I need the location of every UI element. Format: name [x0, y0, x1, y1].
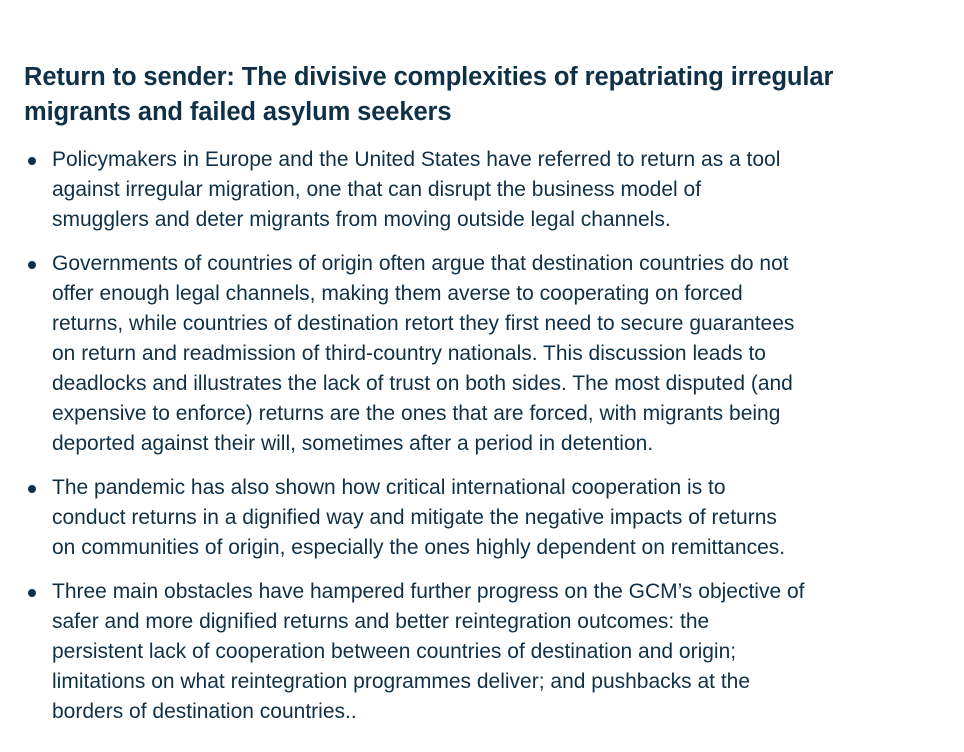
bullet-text-line: against irregular migration, one that can disrupt the business model of: [52, 178, 702, 201]
bullet-text-line: Policymakers in Europe and the United States have referred to return as a tool: [52, 148, 781, 171]
title-line: migrants and failed asylum seekers: [24, 98, 452, 126]
bullet-text-line: safer and more dignified returns and better reintegration outcomes: the: [52, 610, 710, 633]
bullet-text-line: deadlocks and illustrates the lack of trust on both sides. The most disputed (and: [52, 372, 793, 395]
bullet-text-line: deported against their will, sometimes after a period in detention.: [52, 432, 654, 455]
bullet-item: [24, 577, 805, 727]
document-title: [24, 60, 833, 130]
bullet-item: [24, 473, 805, 563]
bullet-text-line: The pandemic has also shown how critical international cooperation is to: [52, 476, 726, 499]
bullet-dot-icon: [28, 261, 36, 269]
bullet-item: [24, 145, 805, 235]
bullet-list: [24, 145, 805, 741]
bullet-text-line: on return and readmission of third-country nationals. This discussion leads to: [52, 342, 766, 365]
title-line: Return to sender: The divisive complexities of repatriating irregular: [24, 63, 834, 91]
bullet-text-line: Governments of countries of origin often argue that destination countries do not: [52, 252, 789, 275]
bullet-text-line: on communities of origin, especially the ones highly dependent on remittances.: [52, 536, 786, 559]
bullet-text-line: offer enough legal channels, making them averse to cooperating on forced: [52, 282, 743, 305]
bullet-text-line: Three main obstacles have hampered further progress on the GCM’s objective of: [52, 580, 805, 603]
bullet-text-line: conduct returns in a dignified way and mitigate the negative impacts of returns: [52, 506, 777, 529]
bullet-dot-icon: [28, 589, 36, 597]
bullet-text-line: borders of destination countries..: [52, 700, 357, 723]
bullet-text-line: returns, while countries of destination retort they first need to secure guarantees: [52, 312, 795, 335]
bullet-text-line: persistent lack of cooperation between countries of destination and origin;: [52, 640, 737, 663]
bullet-text-line: limitations on what reintegration programmes deliver; and pushbacks at the: [52, 670, 751, 693]
bullet-item: [24, 249, 805, 459]
bullet-text-line: smugglers and deter migrants from moving outside legal channels.: [52, 208, 671, 231]
bullet-text-line: expensive to enforce) returns are the ones that are forced, with migrants being: [52, 402, 781, 425]
bullet-dot-icon: [28, 485, 36, 493]
bullet-dot-icon: [28, 157, 36, 165]
